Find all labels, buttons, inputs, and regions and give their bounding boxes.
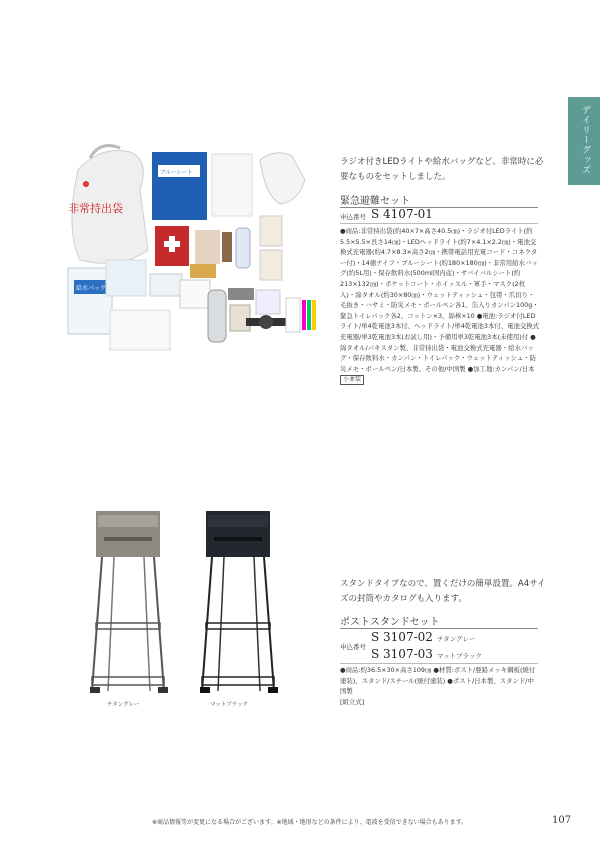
assembly-note: [組立式] (340, 697, 365, 706)
footer-note: ※商品情報等が変更になる場合がございます。※地域・地形などの条件により、電波を受信できない場合もあります。 (152, 819, 468, 826)
order-label: 申込番号 (340, 643, 366, 651)
page-number: 107 (552, 815, 572, 826)
bag-label: 非常持出袋 (68, 202, 123, 215)
title-rule (340, 628, 538, 629)
order-variant: チタングレー (437, 635, 476, 643)
code-rule (340, 223, 538, 224)
photo-caption-gray: チタングレー (107, 702, 140, 708)
water-bag-label: 給水パック (76, 285, 107, 292)
emergency-kit-photo (60, 140, 322, 370)
post-stand-photo (88, 505, 278, 701)
title-rule (340, 207, 538, 208)
order-code: S 3107-02 (371, 630, 433, 644)
order-code: S 4107-01 (371, 207, 433, 221)
side-tab-label: デイリーグッズ (580, 105, 590, 175)
product-lead: スタンドタイプなので、置くだけの簡単設置。A4サイズの封筒やカタログも入ります。 (340, 579, 546, 604)
product-title: 緊急避難セット (340, 196, 410, 207)
product-description (340, 665, 540, 707)
description-text: ●商品:非常持出袋(約40×7×高さ40.5㎝)・ラジオ付LEDライト(約5.5×5.5×長さ14㎝)・LEDヘッドライト(約7×4.1×2.2㎝)・電池交換式充電器(約4.7×8.3×高さ2㎝・携帯電話用充電コード・コネクター付)・14徳ナイフ・ブルーシート(約180×180㎝)・非常用給水バッグ(約5L用)・保存飲料水(500ml国内産)・サバイバルシート(約213×132㎝)・ポケットコート・ホイッスル・軍手・マスク(2枚入)・綿タオル(約30×80㎝)・ウェットティッシュ・包帯・爪切り・毛抜き・ハサミ・防災メモ・ボールペン各1、缶入りカンパン100g・緊急トイレパック各2、コットン×3、綿棒×10 ●電池:ラジオ付LEDライト/単4乾電池3本付、ヘッドライト/単4乾電池3本付、電池交換式充電器/単3乾電池3本(お試し用)・予備用単3乾電池3本(未使用)付 ●綿タオル/パキスタン製、非常持出袋・電池交換式充電器・給水バッグ・保存飲料水・カンパン・トイレパック・ウェットティッシュ・防災メモ・ボールペン/日本製、その他/中国製 ●加工地:カンパン/日本 (340, 227, 540, 373)
order-code: S 3107-03 (371, 647, 433, 661)
blue-sheet-label: ブルーシート (160, 170, 193, 176)
code-rule (340, 663, 538, 664)
product-description (340, 226, 540, 385)
description-text: ●商品:約36.5×30×高さ109㎝ ●材質:ポスト/亜鉛メッキ鋼板(焼付塗装)、スタンド/スチール(焼付塗装) ●ポスト/日本製、スタンド/中国製 (340, 666, 536, 696)
order-variant: マットブラック (437, 652, 482, 660)
packaging-badge: 小並装 (340, 375, 364, 385)
order-label: 申込番号 (340, 213, 366, 221)
photo-caption-black: マットブラック (210, 702, 249, 708)
product-lead: ラジオ付きLEDライトや給水バッグなど、非常時に必要なものをセットしました。 (340, 157, 544, 182)
side-tab (568, 97, 600, 185)
product-title: ポストスタンドセット (340, 617, 440, 628)
